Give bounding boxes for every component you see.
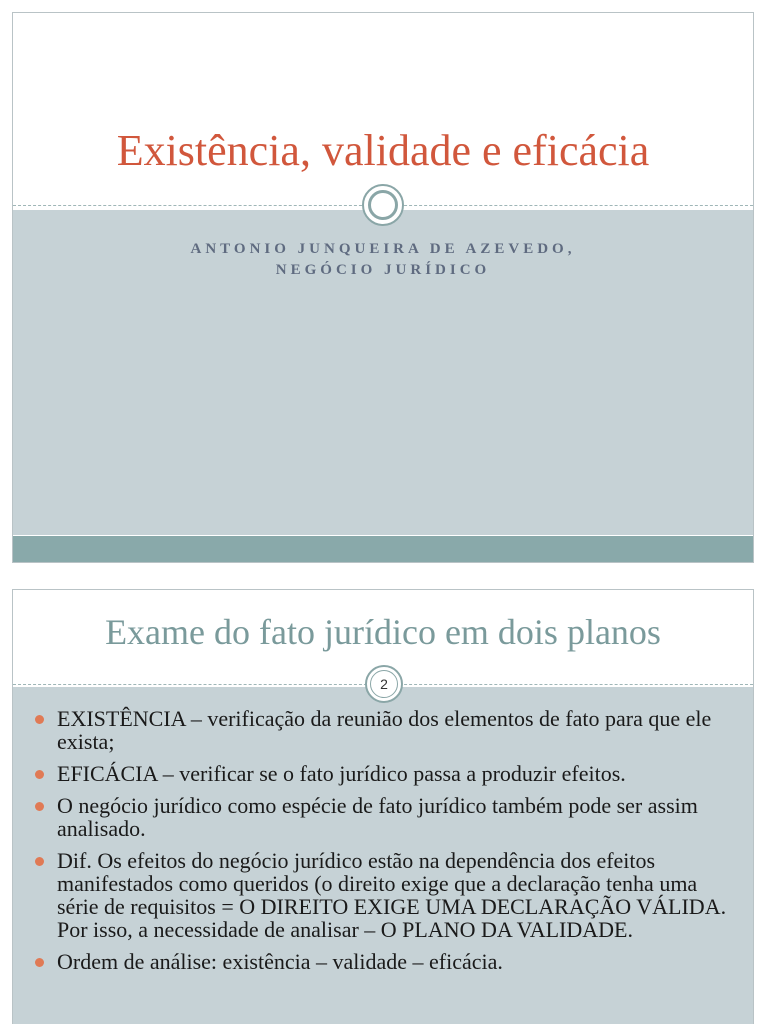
slide-subtitle (13, 239, 753, 281)
bullet-text: Ordem de análise: existência – validade – eficácia. (57, 949, 503, 974)
subtitle-line-work: NEGÓCIO JURÍDICO (275, 262, 491, 278)
slide-title: Exame do fato jurídico em dois planos (105, 612, 661, 652)
title-area (13, 13, 753, 204)
bullet-icon (35, 770, 44, 779)
slide-title: Existência, validade e eficácia (116, 126, 650, 175)
subtitle-line-author: ANTONIO JUNQUEIRA DE AZEVEDO, (190, 241, 576, 257)
footer-band (13, 536, 753, 563)
page-number: 2 (370, 670, 398, 698)
content-area (13, 687, 753, 1024)
bullet-list (33, 707, 739, 982)
list-item (33, 794, 739, 840)
bullet-text: Dif. Os efeitos do negócio jurídico estão na dependência dos efeitos manifestados como queridos (o direito exige que a declaração tenha uma série de requisitos = O DIREITO EXIGE UMA DECLARAÇÃO VÁLIDA. Por isso, a necessidade de analisar – O PLANO DA VALIDADE. (57, 848, 727, 942)
page-number-badge (365, 665, 403, 703)
list-item (33, 762, 739, 785)
title-slide (12, 12, 754, 563)
list-item (33, 707, 739, 753)
content-slide (12, 589, 754, 1024)
ring-ornament-icon (362, 184, 404, 226)
bullet-text: EXISTÊNCIA – verificação da reunião dos elementos de fato para que ele exista; (57, 706, 712, 754)
bullet-icon (35, 857, 44, 866)
bullet-icon (35, 802, 44, 811)
bullet-icon (35, 958, 44, 967)
bullet-text: EFICÁCIA – verificar se o fato jurídico passa a produzir efeitos. (57, 761, 626, 786)
bullet-text: O negócio jurídico como espécie de fato jurídico também pode ser assim analisado. (57, 793, 698, 841)
list-item (33, 849, 739, 941)
ring-inner (368, 190, 398, 220)
list-item (33, 950, 739, 973)
subtitle-area (13, 210, 753, 535)
bullet-icon (35, 715, 44, 724)
